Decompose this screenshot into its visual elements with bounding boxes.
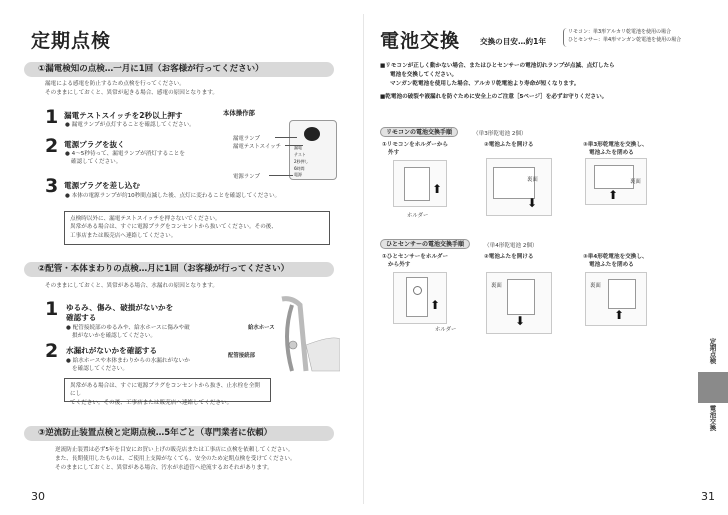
- pipe-illustration: [222, 295, 340, 373]
- remote-battery-slot-icon: [594, 165, 634, 189]
- step3-number: 3: [45, 175, 59, 197]
- remote-step3-a: ③単3形乾電池を交換し、: [583, 142, 648, 148]
- figure-label-lamp: 漏電ランプ: [233, 136, 260, 142]
- panel-text-1: 漏電: [294, 145, 302, 150]
- pipe-figure: [222, 295, 340, 373]
- step1-bullet: ● 漏電ランプが点灯することを確認してください。: [65, 122, 195, 128]
- test-switch-knob[interactable]: [304, 127, 320, 141]
- battery-remark-2: ひとセンサー：単4形マンガン乾電池を使用の場合: [568, 37, 682, 43]
- figure-label-power-lamp: 電源ランプ: [233, 174, 260, 180]
- section1-caution-2: 異常がある場合は、すぐに電源プラグをコンセントから抜いてください。その後、: [70, 224, 277, 231]
- section3-header: ③逆流防止装置点検と定期点検…5年ごと（専門業者に依頼）: [24, 426, 334, 441]
- sensor-label-holder: ホルダー: [435, 327, 457, 333]
- up-arrow-icon-4: ⬆: [614, 308, 625, 322]
- sensor-step1-b: から外す: [388, 262, 411, 268]
- page-title-battery: 電池交換: [380, 30, 461, 52]
- section2-step2-title: 水漏れがないかを確認する: [66, 346, 158, 355]
- sensor-body-icon: [406, 277, 428, 317]
- battery-remark-1: リモコン：単3形アルカリ乾電池を使用の場合: [568, 29, 671, 35]
- panel-text-5: 電源: [294, 172, 302, 177]
- sensor-open-lid-illustration: [486, 272, 552, 334]
- section1-caution-box: [64, 211, 330, 245]
- sensor-pill-note: （単4形乾電池 2個）: [484, 243, 538, 249]
- section1-intro-2: そのままにしておくと、異常が起きる場合、感電の原因となります。: [45, 90, 218, 96]
- section2-step2-bullet: ● 給水ホースや本体まわりからの水漏れがないか: [66, 358, 190, 364]
- section2-step2-bullet-cont: を確認してください。: [72, 366, 128, 372]
- up-arrow-icon: ⬆: [432, 182, 443, 196]
- down-arrow-icon: ⬇: [527, 196, 538, 210]
- step1-title: 漏電テストスイッチを2秒以上押す: [64, 111, 183, 120]
- leader-line-lamp: [275, 137, 297, 138]
- leader-line-test: [285, 145, 303, 146]
- section2-caution-box: [64, 378, 271, 406]
- figure-label-test: 漏電テストスイッチ: [233, 144, 282, 150]
- step3-bullet: ● 本体の電源ランプが約10秒間点滅した後、点灯に変わることを確認してください。: [65, 193, 281, 199]
- sensor-procedure-pill: [380, 239, 470, 249]
- sensor-step2: ②電池ふたを開ける: [484, 254, 534, 260]
- sensor-label-back: 裏面: [491, 283, 502, 289]
- down-arrow-icon-2: ⬇: [515, 314, 526, 328]
- section3-line-2: また、長期使用したものは、ご使用上支障がなくても、安全のため定期点検を受けてください。: [55, 456, 296, 462]
- sensor-pill-label: ひとセンサーの電池交換手順: [386, 241, 465, 248]
- remote-pill-label: リモコンの電池交換手順: [386, 129, 453, 136]
- section3-line-3: そのままにしておくと、異常がある場合、汚水が水道管へ逆流するおそれがあります。: [55, 465, 273, 471]
- remote-label-holder: ホルダー: [407, 213, 429, 219]
- side-tab-battery[interactable]: 電池交換: [698, 403, 728, 433]
- battery-bullet-1-cont2: マンガン乾電池を使用した場合、アルカリ乾電池より寿命が短くなります。: [390, 81, 580, 87]
- remote-open-lid-illustration: [486, 158, 552, 216]
- remote-procedure-pill: [380, 127, 458, 137]
- section2-step1-title-cont: 確認する: [66, 313, 97, 322]
- panel-text-4: 6時間: [294, 166, 305, 171]
- battery-bullet-1: ■リモコンが正しく動かない場合、またはひとセンサーの電池切れランプが点滅、点灯したら: [380, 63, 615, 69]
- section2-caution-2: てください。その後、工事店または販売店へ連絡してください。: [70, 399, 233, 406]
- step2-bullet: ● 4〜5秒待って、漏電ランプが消灯することを: [65, 151, 185, 157]
- sensor-eye-icon: [413, 286, 422, 295]
- up-arrow-icon-3: ⬆: [430, 298, 441, 312]
- remote-holder-illustration: [393, 160, 447, 207]
- section2-intro: そのままにしておくと、異常がある場合、水漏れの原因となります。: [45, 283, 218, 289]
- section2-caution-1: 異常がある場合は、すぐに電源プラグをコンセントから抜き、止水栓を全開にし: [70, 383, 260, 398]
- sensor-step1-a: ①ひとセンサーをホルダー: [382, 254, 449, 260]
- section2-step1-title: ゆるみ、傷み、破損がないかを: [66, 303, 174, 312]
- battery-bullet-2: ■乾電池の破裂や液漏れを防ぐために安全上のご注意［5ページ］を必ずお守りください。: [380, 94, 608, 100]
- section2-step1-bullet: ● 配管接続部のゆるみや、給水ホースに傷みや破: [66, 325, 190, 331]
- figure-label-hose: 給水ホース: [248, 325, 275, 331]
- section2-step1-number: 1: [45, 298, 59, 320]
- remote-label-back: 裏面: [527, 177, 538, 183]
- page-number-right: 31: [701, 490, 715, 503]
- sensor-step3-a: ③単4形乾電池を交換し、: [583, 254, 648, 260]
- section2-header: ②配管・本体まわりの点検…月に1回（お客様が行ってください）: [24, 262, 334, 277]
- remote-step1-b: 外す: [388, 150, 400, 156]
- sensor-replace-illustration: [585, 272, 647, 326]
- leader-line-power: [269, 175, 293, 176]
- page-divider: [363, 14, 364, 504]
- battery-remark-box: [563, 28, 695, 47]
- remote-replace-illustration: [585, 158, 647, 205]
- section1-caution-1: 点検時以外に、漏電テストスイッチを押さないでください。: [70, 216, 221, 222]
- remote-body-icon: [404, 167, 430, 201]
- sensor-label-back-2: 裏面: [590, 283, 601, 289]
- figure-label-joint: 配管接続部: [228, 353, 255, 359]
- panel-text-3: 2秒押し: [294, 159, 309, 164]
- remote-pill-note: （単3形乾電池 2個）: [473, 131, 527, 137]
- operation-panel-body: [289, 120, 337, 180]
- figure-label-unit: 本体操作部: [223, 109, 255, 117]
- remote-back-icon: [493, 167, 535, 199]
- remote-label-back-2: 裏面: [630, 179, 641, 185]
- section2-step1-bullet-cont: 損がないかを確認してください。: [72, 333, 156, 339]
- page-title-periodic-check: 定期点検: [31, 30, 112, 52]
- step2-bullet-cont: 確認してください。: [71, 159, 122, 165]
- section1-caution-3: 工事店または販売店へ連絡してください。: [70, 232, 177, 239]
- step2-number: 2: [45, 135, 59, 157]
- remote-step1-a: ①リモコンをホルダーから: [382, 142, 449, 148]
- sensor-battery-slot-icon: [608, 279, 636, 309]
- remote-step2: ②電池ふたを開ける: [484, 142, 534, 148]
- panel-text-2: テスト: [294, 152, 306, 157]
- section2-step2-number: 2: [45, 340, 59, 362]
- step1-number: 1: [45, 106, 59, 128]
- section1-header: ①漏電検知の点検…一月に1回（お客様が行ってください）: [24, 62, 334, 77]
- side-tab-periodic-check[interactable]: 定期点検: [698, 332, 728, 370]
- sensor-back-icon: [507, 279, 535, 315]
- page-number-left: 30: [31, 490, 45, 503]
- battery-bullet-1-cont: 電池を交換してください。: [390, 72, 458, 78]
- sensor-holder-illustration: [393, 272, 447, 324]
- operation-panel-figure: [219, 108, 339, 180]
- section1-intro-1: 漏電による感電を防止するため点検を行ってください。: [45, 81, 185, 87]
- step2-title: 電源プラグを抜く: [64, 140, 125, 149]
- step3-title: 電源プラグを差し込む: [64, 181, 140, 190]
- battery-subtitle: 交換の目安…約1年: [480, 37, 547, 46]
- section3-line-1: 逆流防止装置は必ず5年を目安にお買い上げの販売店または工事店に点検を依頼してください。: [55, 447, 294, 453]
- remote-step3-b: 電池ふたを閉める: [589, 150, 634, 156]
- up-arrow-icon-2: ⬆: [608, 188, 619, 202]
- sensor-step3-b: 電池ふたを閉める: [589, 262, 634, 268]
